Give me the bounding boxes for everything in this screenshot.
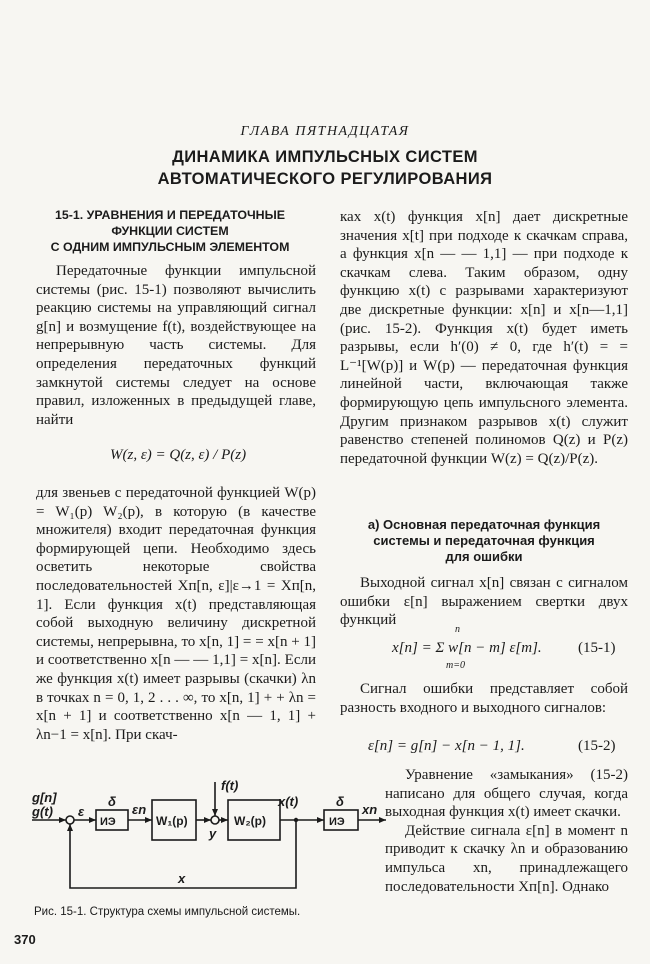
left-column-text-2 [36,484,316,744]
chapter-label: ГЛАВА ПЯТНАДЦАТАЯ [240,124,410,139]
subsection-heading-line-1: а) Основная передаточная функция [367,517,601,532]
label-delta-2: δ [336,794,344,809]
label-w2: W₂(p) [234,814,266,828]
subsection-heading-line-3: для ошибки [445,549,523,564]
subsection-heading [335,517,633,565]
page-number: 370 [14,932,36,947]
label-x-t: x(t) [278,794,299,809]
right-paragraph-2: Выходной сигнал x[n] связан с сигналом ошибки ε[n] выражением свертки двух функций [340,575,628,629]
right-column-text-4 [385,766,628,896]
equation-15-1-sum-bottom: m=0 [446,660,465,671]
label-w1: W₁(p) [156,814,188,828]
section-heading-line-1: 15-1. УРАВНЕНИЯ И ПЕРЕДАТОЧНЫЕ [54,208,286,222]
label-x-n: xn [362,802,378,817]
left-paragraph-1: Передаточные функции импульсной системы (рис. 15-1) позволяют вычислить реакцию системы на управляющий сигнал g[n] и возмущение f(t), воздействующее на непрерывную часть системы. Для определения передаточных функций замкнутой системы следует на основе правил, изложенных в предыдущей главе, найти [36,263,316,428]
figure-caption: Рис. 15-1. Структура схемы импульсной системы. [34,906,301,918]
block-diagram [28,776,390,904]
label-epsilon: ε [78,804,85,819]
left-paragraph-2: для звеньев с передаточной функцией W(p) = W₁(p) W₂(p), в которую (в качестве множителя) входит передаточная функция формирующей цепи. Необходимо здесь осветить некоторые свойства последовательностей Xп[n, ε]|ε→1 = Xп[n, 1]. Если функция x(t) представляющая собой выходную величину дискретной системы, непрерывна, то x[n, 1] = = x[n + 1] и соответственно x[n — — 1,1] = x[n]. Если же функция x(t) имеет разрывы (скачки) λn в точках n = 0, 1, 2 . . . ∞, то x[n, 1] + + λn = x[n + 1] и соответственно x[n — 1, 1] + λn−1 = x[n]. При скач- [36,485,316,743]
label-y: y [209,826,217,841]
right-paragraph-5: Действие сигнала ε[n] в момент n приводит к скачку λn и образованию импульса xn, принадлежащего последовательности Xп[n]. Однако [385,822,628,895]
left-column-text-1 [36,262,316,429]
right-column-text-2 [340,574,628,630]
label-delta-1: δ [108,794,116,809]
label-ie-2: ИЭ [329,816,345,828]
label-ie-1: ИЭ [100,816,116,828]
label-g-n: g[n] [32,790,57,805]
equation-15-1-number: (15-1) [578,640,616,656]
right-column-text-3 [340,680,628,717]
equation-15-1 [392,640,542,657]
equation-15-1-sum-top: n [455,624,460,635]
subsection-heading-line-2: системы и передаточная функция [373,533,595,548]
equation-15-1-body: x[n] = Σ w[n − m] ε[m]. [392,640,542,656]
section-heading [20,207,320,255]
summing-junction-1 [66,816,74,824]
chapter-title-line-1: ДИНАМИКА ИМПУЛЬСНЫХ СИСТЕМ [172,148,478,166]
equation-15-2: ε[n] = g[n] − x[n − 1, 1]. [368,738,525,754]
right-paragraph-4: Уравнение «замыкания» (15-2) написано для общего случая, когда выходная функция x(t) имеет скачки. [385,767,628,821]
chapter-title-line-2: АВТОМАТИЧЕСКОГО РЕГУЛИРОВАНИЯ [157,170,493,188]
equation-w: W(z, ε) = Q(z, ε) / P(z) [110,447,247,463]
section-heading-line-3: С ОДНИМ ИМПУЛЬСНЫМ ЭЛЕМЕНТОМ [50,240,290,254]
right-paragraph-1: ках x(t) функция x[n] дает дискретные значения x[t] при подходе к скачкам справа, а функция x[n — — 1,1] — при подходе к скачкам слева. Таким образом, одну функцию x(t) с разрывами характеризуют две дискретные функции: x[n] и x[n—1,1] (рис. 15-2). Функция x(t) будет иметь разрывы, если h′(0) ≠ 0, где h′(t) = = L⁻¹[W(p)] и W(p) — передаточная функция линейной части, включающая также формирующую цепь импульсного элемента. Другим признаком разрывов x(t) служит равенство степеней полиномов Q(z) и P(z) передаточной функции W(z) = Q(z)/P(z). [340,209,628,467]
section-heading-line-2: ФУНКЦИИ СИСТЕМ [111,224,229,238]
label-f-t: f(t) [221,778,239,793]
right-column-text-1 [340,208,628,468]
label-g-t: g(t) [32,804,53,819]
summing-junction-2 [211,816,219,824]
equation-15-2-number: (15-2) [578,738,616,754]
right-paragraph-3: Сигнал ошибки представляет собой разность входного и выходного сигналов: [340,681,628,716]
label-eps-n: εn [132,802,147,817]
label-x-feedback: x [178,871,186,886]
